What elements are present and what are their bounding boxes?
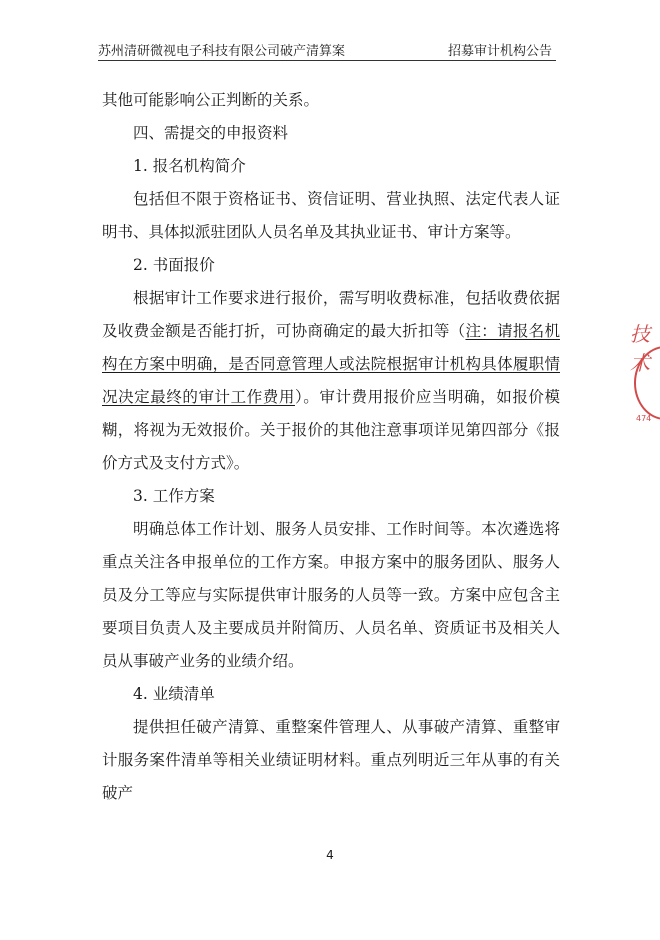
item-title-4: 4. 业绩清单 — [133, 685, 215, 703]
page-number: 4 — [326, 848, 334, 862]
header-doc-title: 招募审计机构公告 — [447, 44, 552, 59]
item-2-text-b: ）。审计费用报价应当明确，如报价模糊，将视为无效报价。关于报价的其他注意事项详见第四部分《报价方式及支付方式》。 — [102, 388, 560, 472]
header-case-title: 苏州清研微视电子科技有限公司破产清算案 — [98, 44, 346, 59]
item-title-3: 3. 工作方案 — [133, 487, 215, 505]
seal-text: 技术 — [630, 322, 650, 375]
seal-stamp — [620, 310, 660, 440]
item-paragraph-1: 包括但不限于资格证书、资信证明、营业执照、法定代表人证明书、具体拟派驻团队人员名单及其执业证书、审计方案等。 — [102, 190, 560, 241]
seal-number: 474 — [636, 414, 652, 423]
document-body — [102, 84, 560, 810]
header-divider — [98, 60, 556, 61]
item-2-underlined-note: 注：请报名机构在方案中明确，是否同意管理人或法院根据审计机构具体履职情况决定最终的审计工作费用 — [102, 322, 560, 406]
item-title-1: 1. 报名机构简介 — [133, 157, 246, 175]
item-2-text-a: 根据审计工作要求进行报价，需写明收费标准，包括收费依据及收费金额是否能打折，可协商确定的最大折扣等（ — [102, 289, 560, 340]
item-paragraph-2 — [102, 282, 560, 480]
item-title-2: 2. 书面报价 — [133, 256, 215, 274]
paragraph-continuation: 其他可能影响公正判断的关系。 — [102, 91, 320, 109]
section-heading: 四、需提交的申报资料 — [133, 124, 289, 142]
item-paragraph-3: 明确总体工作计划、服务人员安排、工作时间等。本次遴选将重点关注各申报单位的工作方案。申报方案中的服务团队、服务人员及分工等应与实际提供审计服务的人员等一致。方案中应包含主要项目负责人及主要成员并附简历、人员名单、资质证书及相关人员从事破产业务的业绩介绍。 — [102, 520, 560, 670]
item-paragraph-4: 提供担任破产清算、重整案件管理人、从事破产清算、重整审计服务案件清单等相关业绩证明材料。重点列明近三年从事的有关破产 — [102, 718, 560, 802]
